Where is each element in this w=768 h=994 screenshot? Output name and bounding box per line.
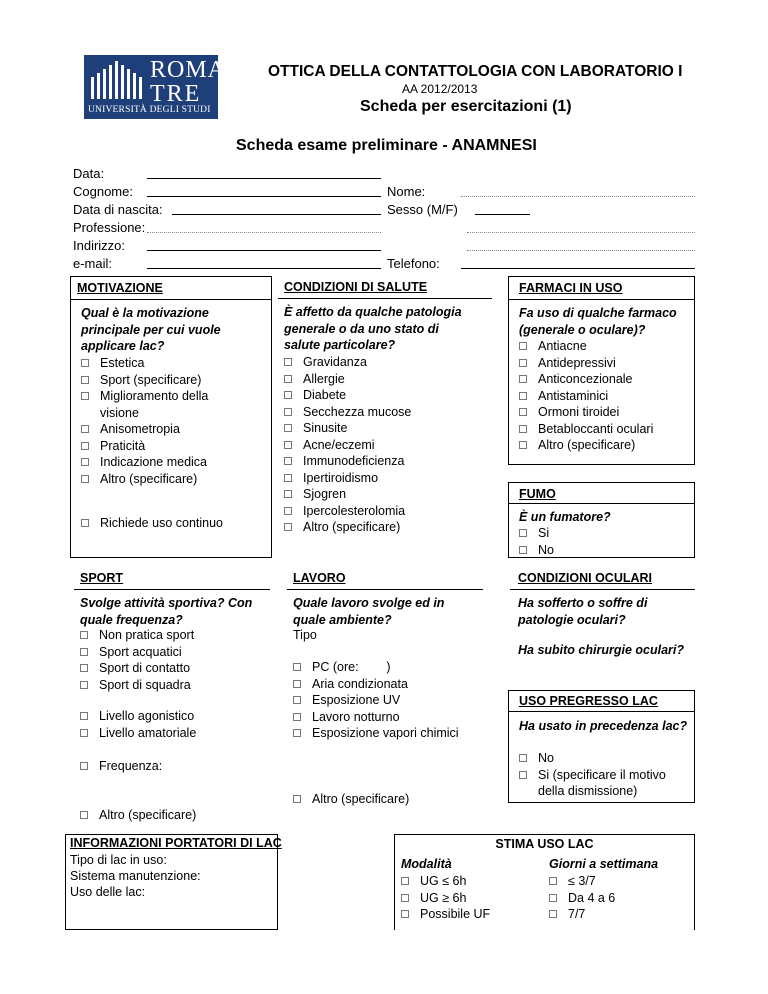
checkbox-icon[interactable] xyxy=(81,392,89,400)
oculari-question-1: Ha sofferto o soffre di patologie oculari? xyxy=(518,596,648,627)
checkbox-anisometropia[interactable] xyxy=(78,421,208,438)
checkbox-icon[interactable] xyxy=(284,375,292,383)
pregresso-list xyxy=(516,750,666,800)
field-telefono-line[interactable] xyxy=(461,268,695,269)
checkbox-label: Altro (specificare) xyxy=(312,792,410,806)
checkbox-label: Sport acquatici xyxy=(99,644,182,659)
checkbox-label: Lavoro notturno xyxy=(312,709,400,724)
label-telefono: Telefono: xyxy=(387,256,440,271)
checkbox-label: Antistaminici xyxy=(538,388,609,403)
checkbox-icon[interactable] xyxy=(80,648,88,656)
checkbox-icon[interactable] xyxy=(549,877,557,885)
checkbox-gravidanza[interactable] xyxy=(281,354,411,371)
checkbox-antistaminici[interactable] xyxy=(516,388,653,405)
checkbox-label: Indicazione medica xyxy=(100,455,208,469)
checkbox-4-a-6[interactable] xyxy=(546,890,615,907)
checkbox-secchezza[interactable] xyxy=(281,404,411,421)
checkbox-antidepressivi[interactable] xyxy=(516,355,653,372)
checkbox-label: Altro (specificare) xyxy=(538,438,636,452)
checkbox-amatoriale[interactable] xyxy=(77,725,196,742)
logo-word-roma: ROMA xyxy=(150,57,227,83)
checkbox-pregresso-si[interactable] xyxy=(516,767,666,784)
checkbox-label: Richiede uso continuo xyxy=(100,516,223,530)
stima-box xyxy=(394,834,695,930)
stima-modalita-list xyxy=(398,873,490,923)
checkbox-label: Ormoni tiroidei xyxy=(538,405,620,419)
checkbox-pc[interactable] xyxy=(290,659,459,676)
checkbox-icon[interactable] xyxy=(81,376,89,384)
pregresso-divider xyxy=(509,711,694,712)
checkbox-ug-le-6h[interactable] xyxy=(398,873,490,890)
sport-divider xyxy=(74,589,270,590)
checkbox-label: Praticità xyxy=(100,438,146,453)
checkbox-uv[interactable] xyxy=(290,692,459,709)
checkbox-vapori[interactable] xyxy=(290,725,459,742)
academic-year: AA 2012/2013 xyxy=(402,82,478,96)
checkbox-icon[interactable] xyxy=(401,894,409,902)
checkbox-miglioramento[interactable] xyxy=(78,388,208,405)
checkbox-label: Frequenza: xyxy=(99,759,163,773)
checkbox-label: No xyxy=(538,751,554,765)
checkbox-icon[interactable] xyxy=(284,474,292,482)
salute-list xyxy=(281,354,411,536)
checkbox-praticita[interactable] xyxy=(78,438,208,455)
checkbox-icon[interactable] xyxy=(549,894,557,902)
checkbox-label: Sjogren xyxy=(303,487,347,501)
field-sesso-line[interactable] xyxy=(475,214,530,215)
checkbox-label: PC (ore: ) xyxy=(312,660,391,674)
checkbox-uso-continuo[interactable] xyxy=(78,515,278,532)
checkbox-pregresso-no[interactable] xyxy=(516,750,666,767)
checkbox-icon[interactable] xyxy=(519,392,527,400)
checkbox-farmaci-altro[interactable] xyxy=(516,437,653,454)
checkbox-indicazione[interactable] xyxy=(78,454,208,471)
checkbox-sinusite[interactable] xyxy=(281,420,411,437)
lavoro-tipo: Tipo xyxy=(293,628,317,642)
field-cognome-line[interactable] xyxy=(147,196,381,197)
checkbox-icon[interactable] xyxy=(519,408,527,416)
checkbox-label: ≤ 3/7 xyxy=(568,874,596,888)
checkbox-anticoncezionale[interactable] xyxy=(516,371,653,388)
checkbox-allergie[interactable] xyxy=(281,371,411,388)
checkbox-icon[interactable] xyxy=(284,507,292,515)
fumo-header: FUMO xyxy=(519,487,556,501)
checkbox-label: Sport (specificare) xyxy=(100,372,202,387)
checkbox-label: Altro (specificare) xyxy=(99,807,197,822)
fumo-question: È un fumatore? xyxy=(519,510,611,524)
salute-question: È affetto da qualche patologia generale o da uno stato di salute particolare? xyxy=(284,305,462,352)
checkbox-label: Antidepressivi xyxy=(538,355,616,370)
logo-university-name: UNIVERSITÀ DEGLI STUDI xyxy=(88,105,211,115)
checkbox-sport[interactable] xyxy=(78,372,208,389)
checkbox-ormoni[interactable] xyxy=(516,404,653,421)
field-professione-line[interactable] xyxy=(147,232,381,233)
checkbox-label: Antiacne xyxy=(538,339,587,353)
label-data-nascita: Data di nascita: xyxy=(73,202,163,217)
checkbox-icon[interactable] xyxy=(80,729,88,737)
checkbox-label: 7/7 xyxy=(568,907,586,921)
checkbox-icon[interactable] xyxy=(80,762,88,770)
farmaci-header: FARMACI IN USO xyxy=(519,281,623,295)
checkbox-icon[interactable] xyxy=(519,754,527,762)
checkbox-icon[interactable] xyxy=(519,342,527,350)
checkbox-icon[interactable] xyxy=(284,457,292,465)
checkbox-icon[interactable] xyxy=(293,696,301,704)
lavoro-list xyxy=(290,659,459,742)
oculari-header: CONDIZIONI OCULARI xyxy=(518,571,653,585)
checkbox-icon[interactable] xyxy=(81,458,89,466)
sport-level-list xyxy=(77,708,196,741)
checkbox-contatto[interactable] xyxy=(77,660,194,677)
lavoro-question: Quale lavoro svolge ed in quale ambiente? xyxy=(293,596,445,627)
sport-list xyxy=(77,627,194,693)
checkbox-label: UG ≤ 6h xyxy=(420,874,467,888)
farmaci-question: Fa uso di qualche farmaco (generale o oculare)? xyxy=(519,306,677,337)
field-indirizzo-line[interactable] xyxy=(147,250,381,251)
motivazione-box xyxy=(70,276,272,558)
checkbox-icon[interactable] xyxy=(284,358,292,366)
checkbox-label: Esposizione vapori chimici xyxy=(312,726,459,740)
checkbox-icon[interactable] xyxy=(284,408,292,416)
portatori-header: INFORMAZIONI PORTATORI DI LAC xyxy=(70,836,282,850)
checkbox-agonistico[interactable] xyxy=(77,708,196,725)
checkbox-label: Ipertiroidismo xyxy=(303,470,379,485)
motivazione-list xyxy=(78,355,208,487)
checkbox-icon[interactable] xyxy=(284,441,292,449)
fumo-list xyxy=(516,525,554,558)
checkbox-estetica[interactable] xyxy=(78,355,208,372)
checkbox-icon[interactable] xyxy=(293,795,301,803)
checkbox-acquatici[interactable] xyxy=(77,644,194,661)
farmaci-list xyxy=(516,338,653,454)
field-data-line[interactable] xyxy=(147,178,381,179)
checkbox-icon[interactable] xyxy=(81,475,89,483)
checkbox-icon[interactable] xyxy=(293,729,301,737)
checkbox-label: Aria condizionata xyxy=(312,676,408,691)
checkbox-sport-altro[interactable] xyxy=(77,807,768,824)
stima-modalita-header: Modalità xyxy=(401,857,452,871)
label-sesso: Sesso (M/F) xyxy=(387,202,458,217)
checkbox-icon[interactable] xyxy=(80,664,88,672)
checkbox-notturno[interactable] xyxy=(290,709,459,726)
checkbox-aria[interactable] xyxy=(290,676,459,693)
checkbox-icon[interactable] xyxy=(80,631,88,639)
farmaci-divider xyxy=(509,299,694,300)
checkbox-label: Si xyxy=(538,526,550,540)
checkbox-ipertiroidismo[interactable] xyxy=(281,470,411,487)
checkbox-salute-altro[interactable] xyxy=(281,519,411,536)
checkbox-icon[interactable] xyxy=(284,424,292,432)
pregresso-header: USO PREGRESSO LAC xyxy=(519,694,658,708)
checkbox-si[interactable] xyxy=(516,525,554,542)
checkbox-immunodeficienza[interactable] xyxy=(281,453,411,470)
checkbox-label: Gravidanza xyxy=(303,355,367,369)
checkbox-icon[interactable] xyxy=(81,425,89,433)
pregresso-box xyxy=(508,690,695,803)
field-nascita-line[interactable] xyxy=(172,214,381,215)
checkbox-squadra[interactable] xyxy=(77,677,194,694)
checkbox-le-3-7[interactable] xyxy=(546,873,615,890)
checkbox-icon[interactable] xyxy=(519,771,527,779)
checkbox-icon[interactable] xyxy=(284,391,292,399)
checkbox-7-7[interactable] xyxy=(546,906,615,923)
checkbox-label: Esposizione UV xyxy=(312,693,401,707)
stima-giorni-header: Giorni a settimana xyxy=(549,857,659,871)
checkbox-label-cont: visione xyxy=(100,405,139,420)
checkbox-pregresso-si-cont xyxy=(516,783,666,800)
checkbox-label: No xyxy=(538,542,554,557)
checkbox-label: Si (specificare il motivo xyxy=(538,767,666,782)
portatori-box xyxy=(65,834,282,930)
checkbox-icon[interactable] xyxy=(519,441,527,449)
checkbox-no[interactable] xyxy=(516,542,554,559)
checkbox-label: Allergie xyxy=(303,371,345,386)
label-nome: Nome: xyxy=(387,184,426,199)
field-extra-line-1[interactable] xyxy=(467,232,695,233)
checkbox-label: Immunodeficienza xyxy=(303,454,405,468)
checkbox-icon[interactable] xyxy=(519,375,527,383)
pregresso-question: Ha usato in precedenza lac? xyxy=(519,719,688,733)
checkbox-icon[interactable] xyxy=(81,519,89,527)
stima-header: STIMA USO LAC xyxy=(495,837,594,851)
checkbox-label: Sinusite xyxy=(303,421,348,435)
checkbox-label: Anticoncezionale xyxy=(538,372,633,386)
checkbox-label: Secchezza mucose xyxy=(303,404,412,419)
fumo-divider xyxy=(509,503,694,504)
checkbox-miglioramento-cont xyxy=(78,405,208,422)
checkbox-icon[interactable] xyxy=(284,490,292,498)
motivazione-header: MOTIVAZIONE xyxy=(77,281,163,295)
field-nome-line[interactable] xyxy=(461,196,695,197)
checkbox-antiacne[interactable] xyxy=(516,338,653,355)
label-email: e-mail: xyxy=(73,256,113,271)
checkbox-label-cont: della dismissione) xyxy=(538,784,638,798)
portatori-uso: Uso delle lac: xyxy=(70,885,146,899)
field-email-line[interactable] xyxy=(147,268,381,269)
label-indirizzo: Indirizzo: xyxy=(73,238,126,253)
checkbox-icon[interactable] xyxy=(81,442,89,450)
checkbox-label: Sport di squadra xyxy=(99,677,191,692)
checkbox-label: Anisometropia xyxy=(100,422,180,436)
label-cognome: Cognome: xyxy=(73,184,133,199)
checkbox-label: Altro (specificare) xyxy=(303,520,401,534)
checkbox-icon[interactable] xyxy=(284,523,292,531)
checkbox-sjogren[interactable] xyxy=(281,486,411,503)
checkbox-icon[interactable] xyxy=(81,359,89,367)
checkbox-icon[interactable] xyxy=(80,811,88,819)
portatori-manutenzione: Sistema manutenzione: xyxy=(70,869,201,883)
portatori-tipo: Tipo di lac in uso: xyxy=(70,853,167,867)
oculari-question-2: Ha subito chirurgie oculari? xyxy=(518,643,684,657)
checkbox-icon[interactable] xyxy=(549,910,557,918)
lavoro-divider xyxy=(287,589,483,590)
checkbox-label: Livello agonistico xyxy=(99,709,195,723)
checkbox-icon[interactable] xyxy=(80,712,88,720)
oculari-divider xyxy=(510,589,695,590)
checkbox-label: Possibile UF xyxy=(420,907,491,921)
checkbox-icon[interactable] xyxy=(80,681,88,689)
checkbox-ipercolesterolomia[interactable] xyxy=(281,503,411,520)
checkbox-ug-ge-6h[interactable] xyxy=(398,890,490,907)
checkbox-label: Ipercolesterolomia xyxy=(303,503,406,518)
checkbox-possibile-uf[interactable] xyxy=(398,906,490,923)
checkbox-acne[interactable] xyxy=(281,437,411,454)
checkbox-icon[interactable] xyxy=(519,529,527,537)
checkbox-betabloccanti[interactable] xyxy=(516,421,653,438)
university-logo xyxy=(84,55,227,119)
checkbox-label: Altro (specificare) xyxy=(100,471,198,486)
checkbox-label: UG ≥ 6h xyxy=(420,890,467,905)
motivazione-divider xyxy=(71,299,271,300)
course-title: OTTICA DELLA CONTATTOLOGIA CON LABORATORIO I xyxy=(268,63,683,80)
form-title: Scheda esame preliminare - ANAMNESI xyxy=(236,137,537,154)
checkbox-label: Livello amatoriale xyxy=(99,725,197,740)
logo-word-tre: TRE xyxy=(150,81,202,107)
label-professione: Professione: xyxy=(73,220,146,235)
sport-question: Svolge attività sportiva? Con quale frequenza? xyxy=(80,596,253,627)
fumo-box xyxy=(508,482,695,558)
field-extra-line-2[interactable] xyxy=(467,250,695,251)
lavoro-header: LAVORO xyxy=(293,571,346,585)
checkbox-label: Miglioramento della xyxy=(100,389,209,403)
sheet-subtitle: Scheda per esercitazioni (1) xyxy=(360,98,572,115)
checkbox-altro[interactable] xyxy=(78,471,208,488)
checkbox-icon[interactable] xyxy=(293,680,301,688)
checkbox-icon[interactable] xyxy=(401,910,409,918)
checkbox-icon[interactable] xyxy=(519,425,527,433)
checkbox-label: Non pratica sport xyxy=(99,628,195,642)
checkbox-diabete[interactable] xyxy=(281,387,411,404)
label-data: Data: xyxy=(73,166,105,181)
logo-emblem-icon xyxy=(89,61,145,99)
checkbox-label: Sport di contatto xyxy=(99,661,191,675)
checkbox-label: Betabloccanti oculari xyxy=(538,421,654,436)
checkbox-icon[interactable] xyxy=(293,663,301,671)
checkbox-non-pratica[interactable] xyxy=(77,627,194,644)
motivazione-question: Qual è la motivazione principale per cui vuole applicare lac? xyxy=(81,306,221,353)
checkbox-label: Diabete xyxy=(303,388,347,402)
farmaci-box xyxy=(508,276,695,465)
sport-header: SPORT xyxy=(80,571,124,585)
stima-giorni-list xyxy=(546,873,615,923)
checkbox-icon[interactable] xyxy=(293,713,301,721)
checkbox-label: Acne/eczemi xyxy=(303,437,375,452)
checkbox-label: Da 4 a 6 xyxy=(568,890,616,905)
salute-divider xyxy=(278,298,492,299)
checkbox-icon[interactable] xyxy=(519,546,527,554)
salute-header: CONDIZIONI DI SALUTE xyxy=(284,280,428,294)
checkbox-label: Estetica xyxy=(100,356,145,370)
checkbox-icon[interactable] xyxy=(519,359,527,367)
checkbox-icon[interactable] xyxy=(401,877,409,885)
